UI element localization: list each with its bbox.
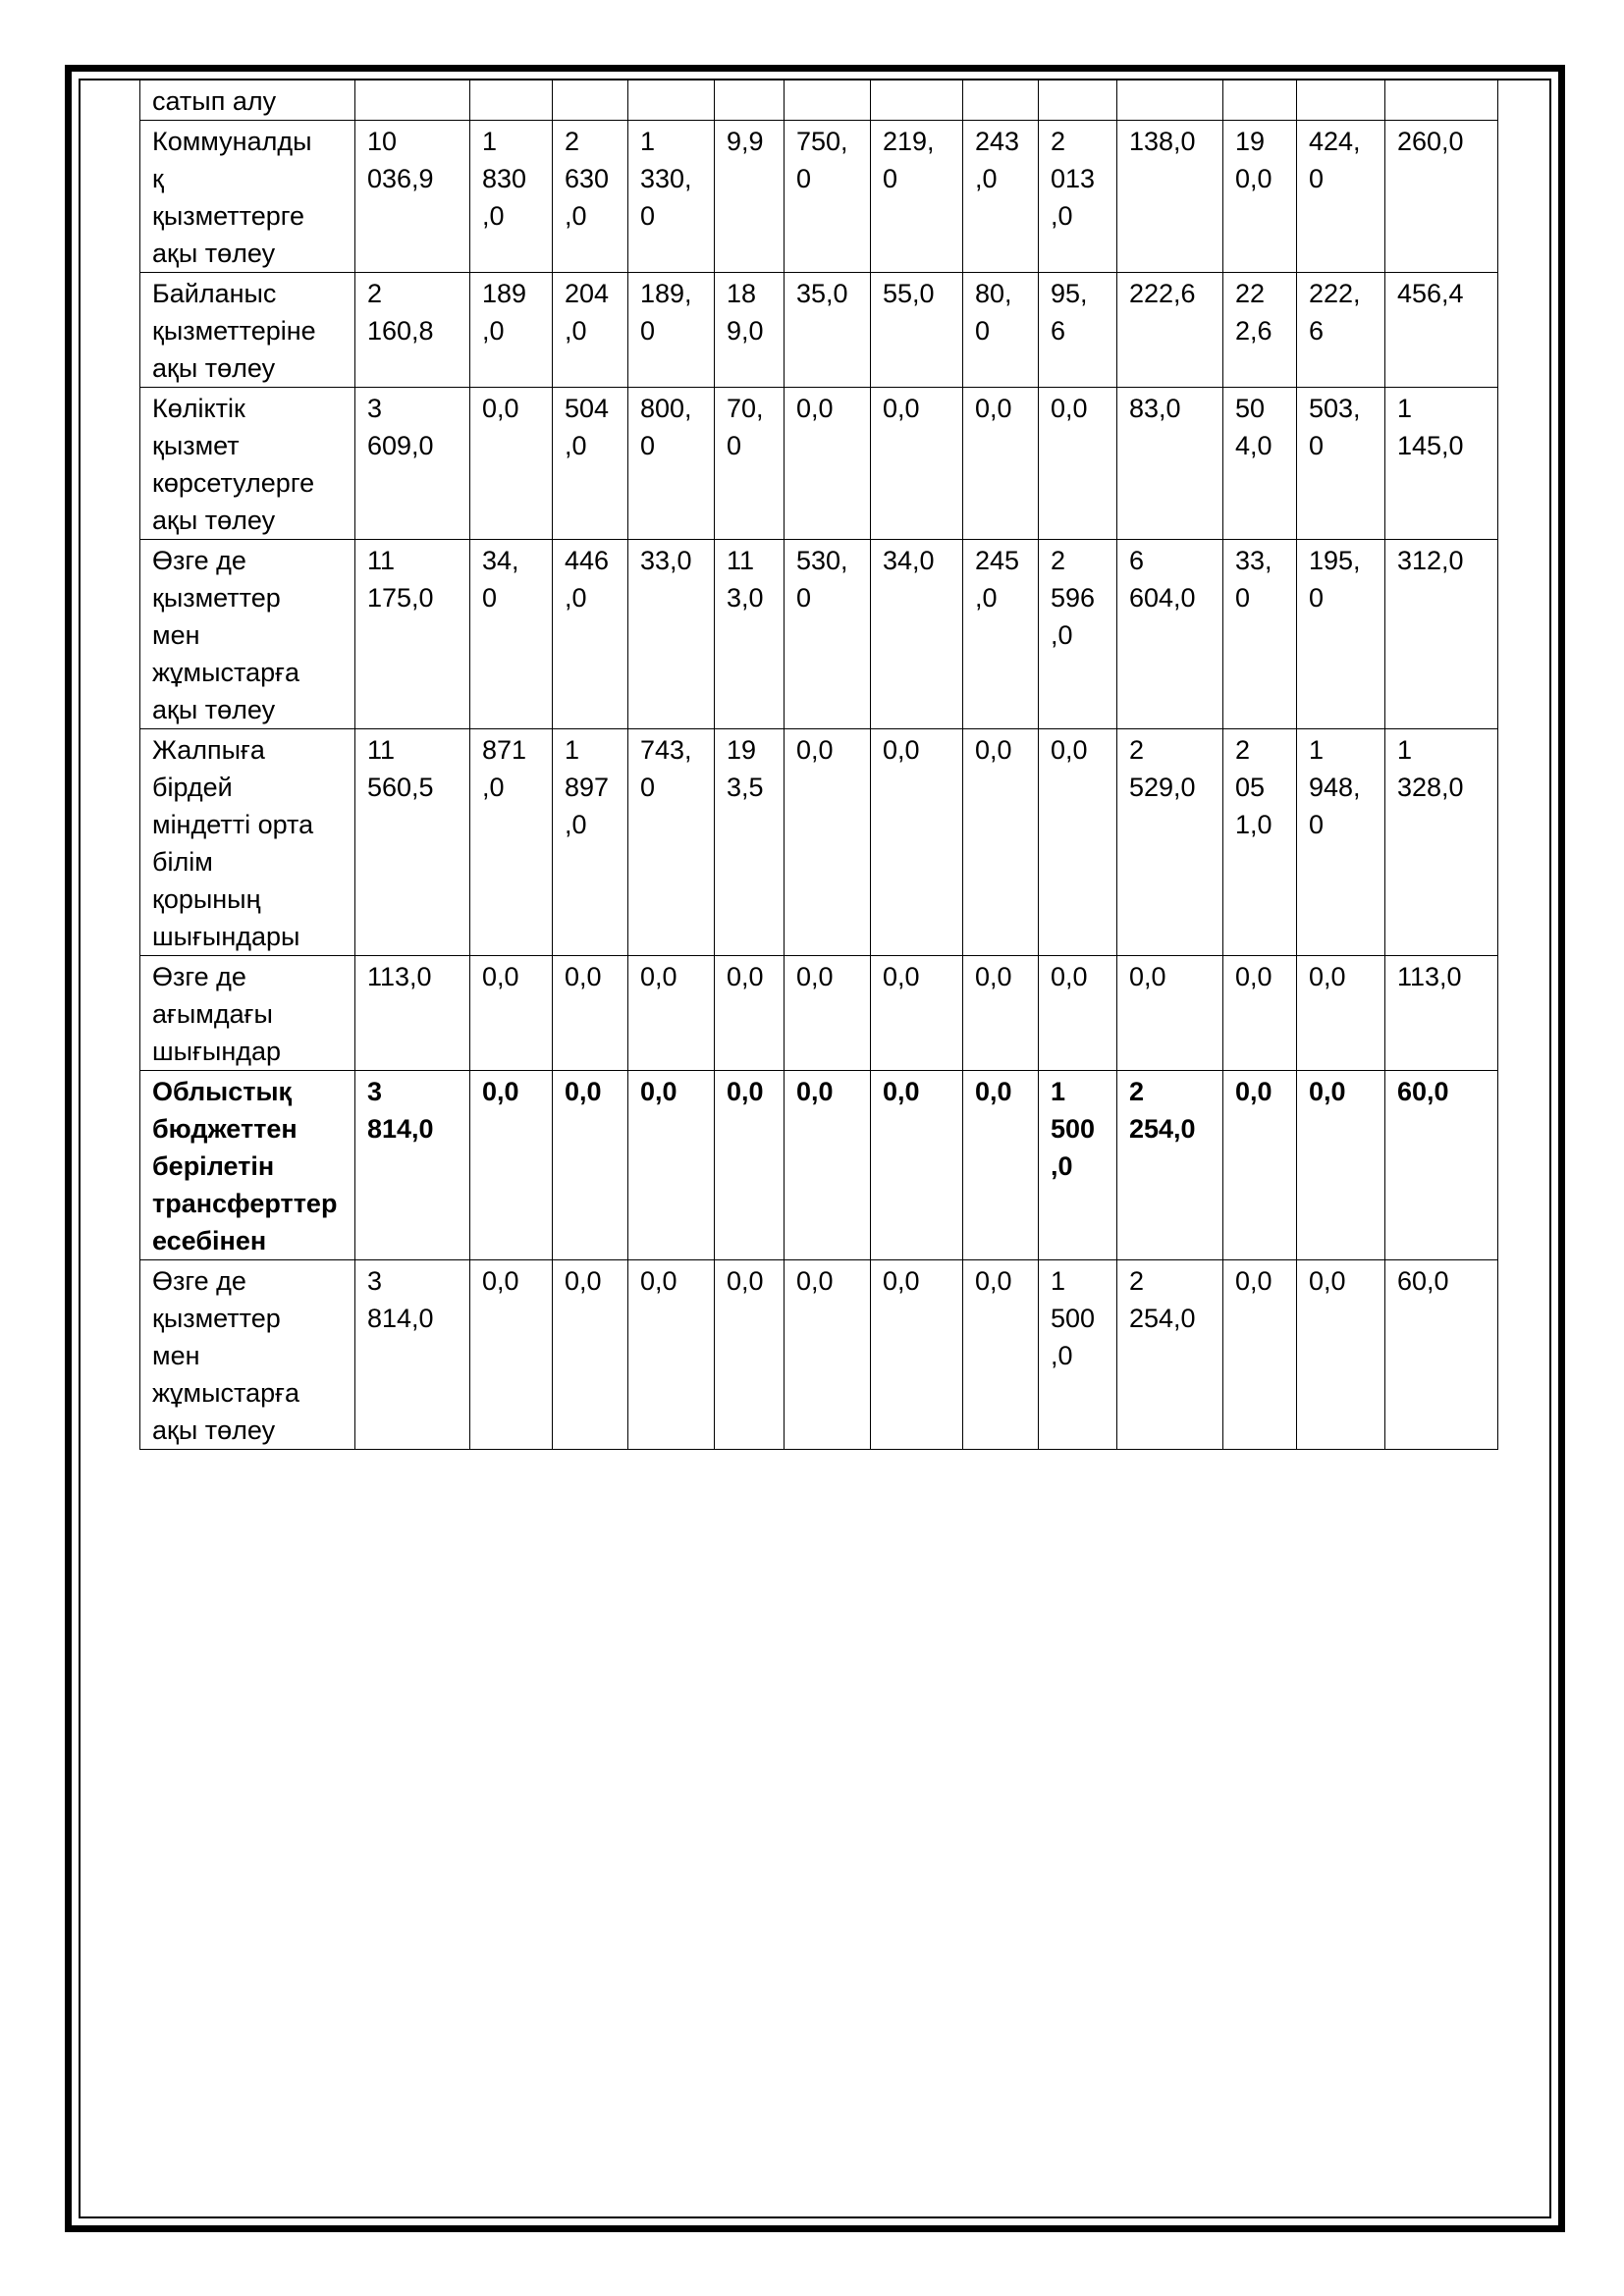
value-cell: 504 ,0 bbox=[553, 388, 628, 540]
value-cell: 0,0 bbox=[470, 956, 553, 1071]
value-cell: 113,0 bbox=[1385, 956, 1498, 1071]
value-cell: 0,0 bbox=[1297, 956, 1385, 1071]
value-cell bbox=[1117, 80, 1223, 121]
value-cell: 0,0 bbox=[871, 1071, 963, 1260]
row-label-cell: Облыстық бюджеттен берілетін трансферттер есебінен bbox=[140, 1071, 355, 1260]
value-cell: 0,0 bbox=[470, 388, 553, 540]
value-cell: 1 330, 0 bbox=[628, 121, 715, 273]
value-cell bbox=[715, 80, 785, 121]
value-cell: 3 609,0 bbox=[355, 388, 470, 540]
value-cell bbox=[871, 80, 963, 121]
value-cell: 0,0 bbox=[553, 956, 628, 1071]
value-cell: 19 0,0 bbox=[1223, 121, 1297, 273]
value-cell: 138,0 bbox=[1117, 121, 1223, 273]
value-cell: 2 05 1,0 bbox=[1223, 729, 1297, 956]
row-label-cell: Өзге де қызметтер мен жұмыстарға ақы төлеу bbox=[140, 540, 355, 729]
row-label-cell: Байланыс қызметтеріне ақы төлеу bbox=[140, 273, 355, 388]
value-cell: 0,0 bbox=[1297, 1260, 1385, 1450]
budget-table bbox=[139, 80, 1498, 1450]
value-cell: 0,0 bbox=[1297, 1071, 1385, 1260]
value-cell: 871 ,0 bbox=[470, 729, 553, 956]
value-cell: 0,0 bbox=[553, 1071, 628, 1260]
table-row bbox=[140, 1260, 1498, 1450]
value-cell: 0,0 bbox=[963, 1071, 1039, 1260]
value-cell: 243 ,0 bbox=[963, 121, 1039, 273]
value-cell: 0,0 bbox=[963, 388, 1039, 540]
value-cell: 0,0 bbox=[1223, 956, 1297, 1071]
value-cell: 22 2,6 bbox=[1223, 273, 1297, 388]
value-cell: 19 3,5 bbox=[715, 729, 785, 956]
value-cell bbox=[628, 80, 715, 121]
value-cell: 0,0 bbox=[470, 1260, 553, 1450]
value-cell bbox=[470, 80, 553, 121]
value-cell: 55,0 bbox=[871, 273, 963, 388]
table-row bbox=[140, 956, 1498, 1071]
value-cell: 2 254,0 bbox=[1117, 1260, 1223, 1450]
value-cell: 3 814,0 bbox=[355, 1071, 470, 1260]
value-cell: 10 036,9 bbox=[355, 121, 470, 273]
value-cell: 3 814,0 bbox=[355, 1260, 470, 1450]
value-cell: 1 145,0 bbox=[1385, 388, 1498, 540]
value-cell: 245 ,0 bbox=[963, 540, 1039, 729]
value-cell: 9,9 bbox=[715, 121, 785, 273]
value-cell: 0,0 bbox=[1039, 956, 1117, 1071]
value-cell: 446 ,0 bbox=[553, 540, 628, 729]
value-cell: 34, 0 bbox=[470, 540, 553, 729]
value-cell: 0,0 bbox=[963, 1260, 1039, 1450]
value-cell: 219, 0 bbox=[871, 121, 963, 273]
value-cell: 1 328,0 bbox=[1385, 729, 1498, 956]
value-cell: 0,0 bbox=[785, 1260, 871, 1450]
value-cell: 1 500 ,0 bbox=[1039, 1260, 1117, 1450]
value-cell: 0,0 bbox=[871, 1260, 963, 1450]
value-cell: 33,0 bbox=[628, 540, 715, 729]
value-cell: 0,0 bbox=[871, 729, 963, 956]
row-label-cell: Жалпыға бірдей міндетті орта білім қорының шығындары bbox=[140, 729, 355, 956]
value-cell: 0,0 bbox=[785, 729, 871, 956]
row-label-cell: Көліктік қызмет көрсетулерге ақы төлеу bbox=[140, 388, 355, 540]
value-cell: 0,0 bbox=[871, 388, 963, 540]
table-row bbox=[140, 273, 1498, 388]
value-cell: 0,0 bbox=[628, 1071, 715, 1260]
row-label-cell: сатып алу bbox=[140, 80, 355, 121]
value-cell: 34,0 bbox=[871, 540, 963, 729]
value-cell: 2 630 ,0 bbox=[553, 121, 628, 273]
value-cell bbox=[785, 80, 871, 121]
value-cell: 189, 0 bbox=[628, 273, 715, 388]
value-cell: 0,0 bbox=[553, 1260, 628, 1450]
value-cell: 424, 0 bbox=[1297, 121, 1385, 273]
value-cell: 2 596 ,0 bbox=[1039, 540, 1117, 729]
value-cell: 0,0 bbox=[470, 1071, 553, 1260]
table-row bbox=[140, 80, 1498, 121]
value-cell: 18 9,0 bbox=[715, 273, 785, 388]
value-cell: 0,0 bbox=[1223, 1260, 1297, 1450]
value-cell bbox=[963, 80, 1039, 121]
value-cell: 60,0 bbox=[1385, 1071, 1498, 1260]
table-row bbox=[140, 121, 1498, 273]
value-cell bbox=[553, 80, 628, 121]
value-cell: 80, 0 bbox=[963, 273, 1039, 388]
value-cell: 189 ,0 bbox=[470, 273, 553, 388]
value-cell: 60,0 bbox=[1385, 1260, 1498, 1450]
value-cell: 11 3,0 bbox=[715, 540, 785, 729]
value-cell bbox=[1385, 80, 1498, 121]
value-cell: 2 254,0 bbox=[1117, 1071, 1223, 1260]
value-cell: 35,0 bbox=[785, 273, 871, 388]
value-cell: 750, 0 bbox=[785, 121, 871, 273]
value-cell: 0,0 bbox=[785, 956, 871, 1071]
value-cell: 2 160,8 bbox=[355, 273, 470, 388]
value-cell: 0,0 bbox=[1039, 729, 1117, 956]
value-cell: 0,0 bbox=[785, 1071, 871, 1260]
value-cell: 0,0 bbox=[628, 1260, 715, 1450]
value-cell: 1 830 ,0 bbox=[470, 121, 553, 273]
value-cell: 0,0 bbox=[715, 1260, 785, 1450]
value-cell: 312,0 bbox=[1385, 540, 1498, 729]
value-cell: 0,0 bbox=[715, 956, 785, 1071]
table-row bbox=[140, 729, 1498, 956]
value-cell: 222, 6 bbox=[1297, 273, 1385, 388]
value-cell: 6 604,0 bbox=[1117, 540, 1223, 729]
value-cell: 1 897 ,0 bbox=[553, 729, 628, 956]
value-cell bbox=[1297, 80, 1385, 121]
value-cell: 2 013 ,0 bbox=[1039, 121, 1117, 273]
value-cell: 113,0 bbox=[355, 956, 470, 1071]
value-cell: 95, 6 bbox=[1039, 273, 1117, 388]
value-cell: 0,0 bbox=[963, 956, 1039, 1071]
value-cell: 204 ,0 bbox=[553, 273, 628, 388]
value-cell: 0,0 bbox=[1117, 956, 1223, 1071]
table-row bbox=[140, 388, 1498, 540]
value-cell: 743, 0 bbox=[628, 729, 715, 956]
row-label-cell: Коммуналды қ қызметтерге ақы төлеу bbox=[140, 121, 355, 273]
value-cell: 0,0 bbox=[871, 956, 963, 1071]
table-row bbox=[140, 1071, 1498, 1260]
value-cell: 195, 0 bbox=[1297, 540, 1385, 729]
value-cell: 83,0 bbox=[1117, 388, 1223, 540]
value-cell: 0,0 bbox=[1223, 1071, 1297, 1260]
value-cell: 800, 0 bbox=[628, 388, 715, 540]
value-cell: 260,0 bbox=[1385, 121, 1498, 273]
value-cell: 50 4,0 bbox=[1223, 388, 1297, 540]
value-cell: 0,0 bbox=[963, 729, 1039, 956]
value-cell bbox=[1223, 80, 1297, 121]
value-cell: 70, 0 bbox=[715, 388, 785, 540]
value-cell: 11 175,0 bbox=[355, 540, 470, 729]
value-cell: 2 529,0 bbox=[1117, 729, 1223, 956]
value-cell bbox=[355, 80, 470, 121]
value-cell: 503, 0 bbox=[1297, 388, 1385, 540]
row-label-cell: Өзге де ағымдағы шығындар bbox=[140, 956, 355, 1071]
value-cell: 222,6 bbox=[1117, 273, 1223, 388]
value-cell: 0,0 bbox=[785, 388, 871, 540]
value-cell bbox=[1039, 80, 1117, 121]
value-cell: 0,0 bbox=[628, 956, 715, 1071]
value-cell: 1 500 ,0 bbox=[1039, 1071, 1117, 1260]
value-cell: 33, 0 bbox=[1223, 540, 1297, 729]
value-cell: 1 948, 0 bbox=[1297, 729, 1385, 956]
value-cell: 0,0 bbox=[1039, 388, 1117, 540]
value-cell: 530, 0 bbox=[785, 540, 871, 729]
row-label-cell: Өзге де қызметтер мен жұмыстарға ақы төлеу bbox=[140, 1260, 355, 1450]
value-cell: 11 560,5 bbox=[355, 729, 470, 956]
value-cell: 0,0 bbox=[715, 1071, 785, 1260]
table-row bbox=[140, 540, 1498, 729]
value-cell: 456,4 bbox=[1385, 273, 1498, 388]
